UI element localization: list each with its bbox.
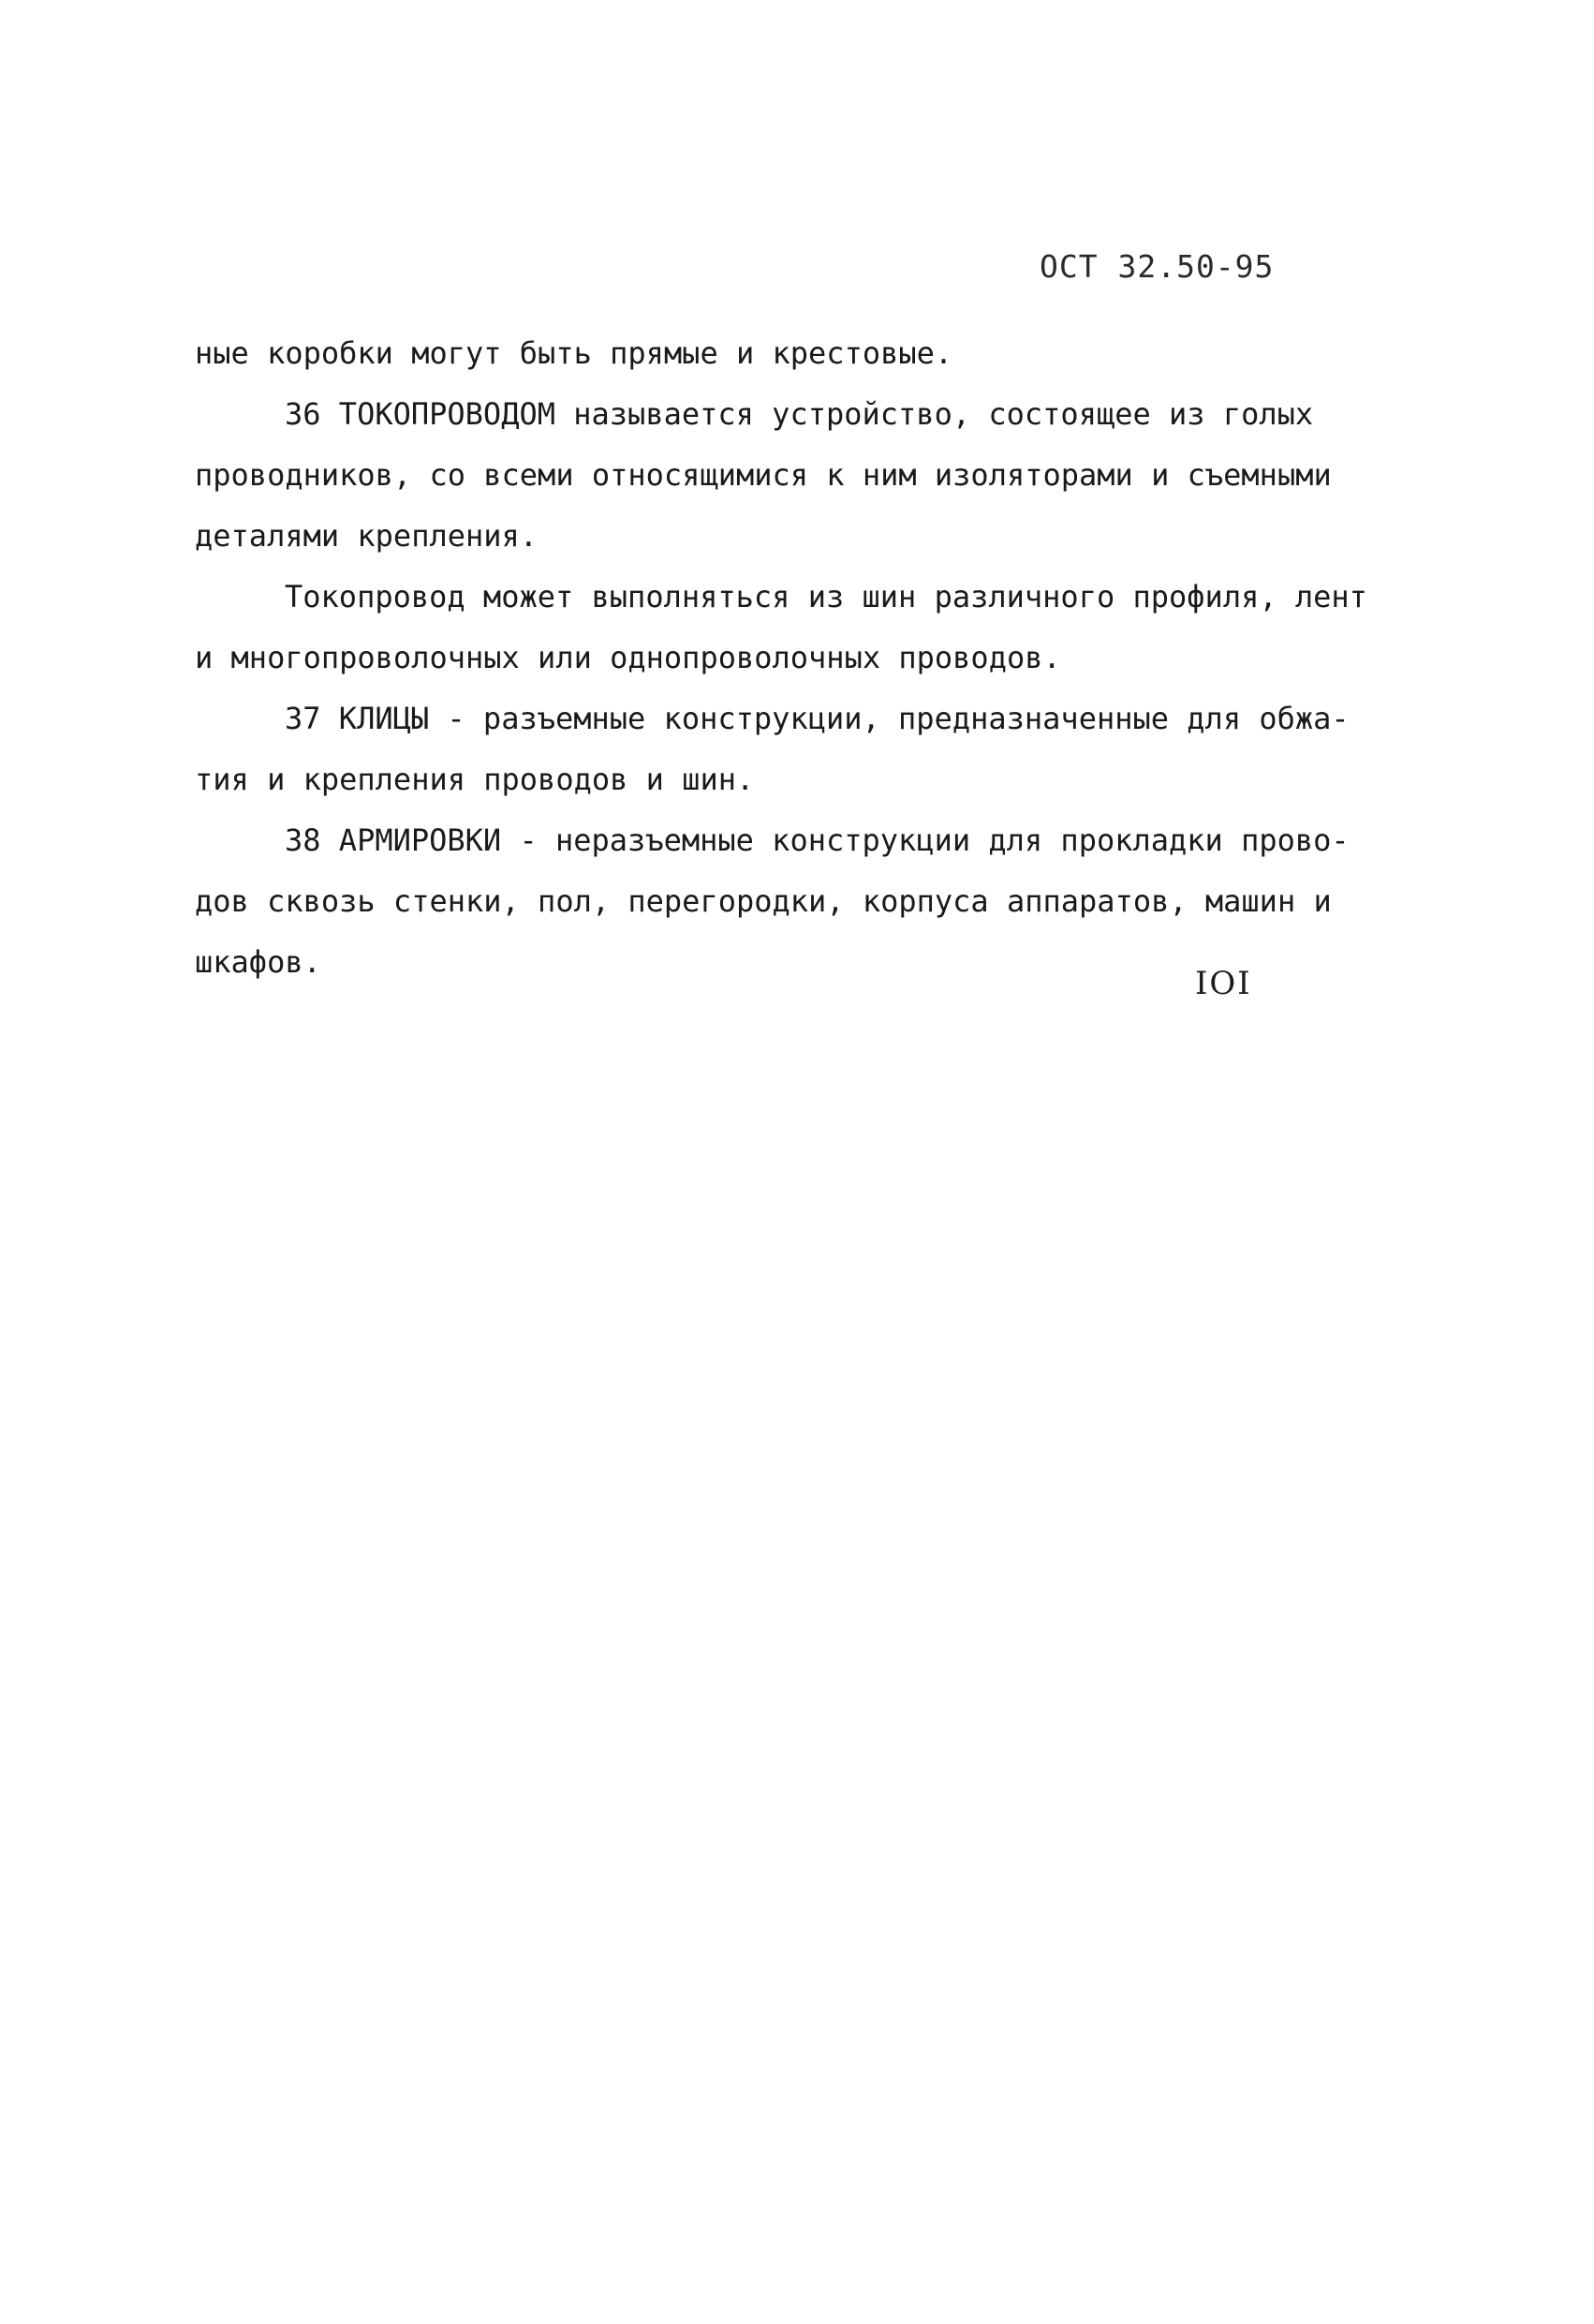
text-line: тия и крепления проводов и шин. [195, 762, 755, 797]
page-number: IOI [1195, 965, 1252, 1002]
text-line: 37 КЛИЦЫ - разъемные конструкции, предназначенные для обжа- [285, 701, 1350, 736]
text-line: ные коробки могут быть прямые и крестовые. [195, 335, 953, 371]
document-code: ОСТ 32.50-95 [1040, 248, 1275, 285]
text-line: шкафов. [195, 944, 321, 980]
text-line: 36 ТОКОПРОВОДОМ называется устройство, состоящее из голых [285, 396, 1314, 432]
text-line: и многопроволочных или однопроволочных проводов. [195, 640, 1061, 675]
text-line: проводников, со всеми относящимися к ним изоляторами и съемными [195, 457, 1332, 493]
text-line: деталями крепления. [195, 518, 539, 554]
text-line: Токопровод может выполняться из шин различного профиля, лент [285, 579, 1367, 614]
text-line: дов сквозь стенки, пол, перегородки, корпуса аппаратов, машин и [195, 883, 1332, 919]
document-body [195, 323, 1422, 993]
text-line: 38 АРМИРОВКИ - неразъемные конструкции для прокладки прово- [285, 822, 1350, 858]
